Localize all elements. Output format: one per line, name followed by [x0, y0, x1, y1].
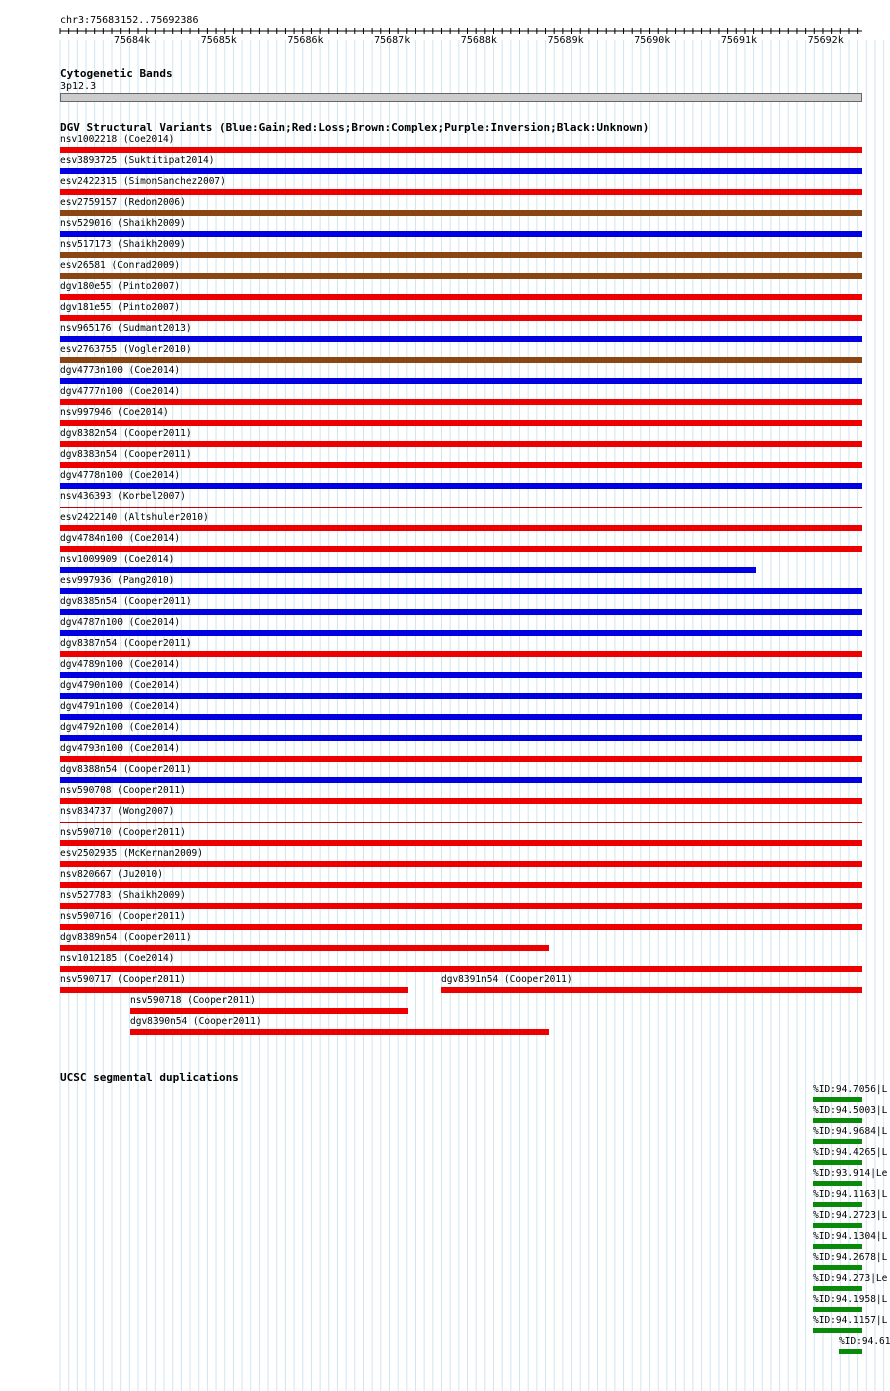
dgv-feature-bar[interactable] — [60, 210, 862, 216]
segdup-label[interactable]: %ID:94.2678|L — [813, 1252, 888, 1263]
dgv-feature-bar[interactable] — [60, 252, 862, 258]
dgv-feature-label[interactable]: dgv4792n100 (Coe2014) — [60, 722, 181, 733]
dgv-feature-label[interactable]: dgv180e55 (Pinto2007) — [60, 281, 181, 292]
coordinate-ruler — [0, 0, 890, 60]
dgv-feature-label[interactable]: esv2759157 (Redon2006) — [60, 197, 186, 208]
dgv-feature-bar[interactable] — [130, 1008, 408, 1014]
dgv-feature-label[interactable]: dgv181e55 (Pinto2007) — [60, 302, 181, 313]
dgv-feature-label[interactable]: dgv8385n54 (Cooper2011) — [60, 596, 192, 607]
dgv-feature-bar[interactable] — [60, 609, 862, 615]
dgv-feature-label[interactable]: nsv529016 (Shaikh2009) — [60, 218, 186, 229]
dgv-feature-bar[interactable] — [60, 714, 862, 720]
dgv-feature-bar[interactable] — [60, 462, 862, 468]
segdup-bar[interactable] — [813, 1307, 862, 1312]
dgv-feature-label[interactable]: esv3893725 (Suktitipat2014) — [60, 155, 215, 166]
segdup-label[interactable]: %ID:94.1958|L — [813, 1294, 888, 1305]
cytoband-track-title: Cytogenetic Bands — [60, 67, 173, 80]
dgv-feature-label[interactable]: dgv4778n100 (Coe2014) — [60, 470, 181, 481]
dgv-feature-bar[interactable] — [60, 651, 862, 657]
segdup-label[interactable]: %ID:94.1304|L — [813, 1231, 888, 1242]
dgv-feature-bar[interactable] — [60, 294, 862, 300]
dgv-feature-label[interactable]: nsv590717 (Cooper2011) — [60, 974, 186, 985]
segdup-bar[interactable] — [813, 1265, 862, 1270]
dgv-feature-bar[interactable] — [60, 798, 862, 804]
dgv-feature-label[interactable]: dgv8383n54 (Cooper2011) — [60, 449, 192, 460]
dgv-feature-label[interactable]: dgv4791n100 (Coe2014) — [60, 701, 181, 712]
dgv-feature-label[interactable]: esv26581 (Conrad2009) — [60, 260, 181, 271]
segdup-bar[interactable] — [813, 1202, 862, 1207]
segdup-label[interactable]: %ID:93.914|Le — [813, 1168, 888, 1179]
segdup-label[interactable]: %ID:94.9684|L — [813, 1126, 888, 1137]
dgv-feature-bar[interactable] — [60, 756, 862, 762]
dgv-feature-bar[interactable] — [60, 336, 862, 342]
dgv-feature-label[interactable]: dgv4784n100 (Coe2014) — [60, 533, 181, 544]
segdup-label[interactable]: %ID:94.273|Le — [813, 1273, 888, 1284]
dgv-feature-bar[interactable] — [60, 861, 862, 867]
dgv-feature-bar[interactable] — [60, 588, 862, 594]
segdup-label[interactable]: %ID:94.2723|L — [813, 1210, 888, 1221]
dgv-feature-label[interactable]: dgv8387n54 (Cooper2011) — [60, 638, 192, 649]
dgv-feature-label[interactable]: dgv4787n100 (Coe2014) — [60, 617, 181, 628]
cytoband-bar[interactable] — [60, 93, 862, 102]
segdup-track-title: UCSC segmental duplications — [60, 1071, 239, 1084]
dgv-feature-label[interactable]: dgv8389n54 (Cooper2011) — [60, 932, 192, 943]
dgv-feature-bar[interactable] — [60, 168, 862, 174]
dgv-feature-label[interactable]: dgv8382n54 (Cooper2011) — [60, 428, 192, 439]
dgv-feature-label[interactable]: nsv997946 (Coe2014) — [60, 407, 169, 418]
dgv-feature-bar[interactable] — [60, 735, 862, 741]
dgv-feature-bar[interactable] — [60, 546, 862, 552]
dgv-feature-label[interactable]: nsv834737 (Wong2007) — [60, 806, 175, 817]
dgv-feature-bar[interactable] — [60, 567, 756, 573]
segdup-label[interactable]: %ID:94.61 — [839, 1336, 890, 1347]
dgv-feature-label[interactable]: nsv1009909 (Coe2014) — [60, 554, 175, 565]
dgv-feature-label[interactable]: nsv820667 (Ju2010) — [60, 869, 163, 880]
dgv-feature-label[interactable]: esv2763755 (Vogler2010) — [60, 344, 192, 355]
ruler-tick-label: 75691k — [720, 35, 758, 46]
segdup-label[interactable]: %ID:94.5003|L — [813, 1105, 888, 1116]
dgv-feature-bar[interactable] — [60, 672, 862, 678]
segdup-bar[interactable] — [813, 1097, 862, 1102]
dgv-feature-bar[interactable] — [60, 693, 862, 699]
ruler-tick-label: 75689k — [547, 35, 584, 46]
segdup-bar[interactable] — [813, 1328, 862, 1333]
dgv-feature-label[interactable]: dgv8388n54 (Cooper2011) — [60, 764, 192, 775]
dgv-feature-bar[interactable] — [60, 507, 862, 508]
dgv-feature-label[interactable]: nsv590708 (Cooper2011) — [60, 785, 186, 796]
dgv-feature-label[interactable]: nsv590710 (Cooper2011) — [60, 827, 186, 838]
dgv-feature-bar[interactable] — [60, 315, 862, 321]
dgv-feature-label[interactable]: dgv8390n54 (Cooper2011) — [130, 1016, 262, 1027]
dgv-feature-bar[interactable] — [60, 378, 862, 384]
dgv-feature-label[interactable]: nsv1002218 (Coe2014) — [60, 134, 175, 145]
dgv-feature-bar[interactable] — [60, 822, 862, 823]
segdup-bar[interactable] — [813, 1118, 862, 1123]
ruler-tick-label: 75690k — [634, 35, 671, 46]
dgv-feature-bar[interactable] — [60, 483, 862, 489]
dgv-feature-bar[interactable] — [60, 189, 862, 195]
ruler-tick-label: 75687k — [374, 35, 411, 46]
dgv-feature-label[interactable]: esv997936 (Pang2010) — [60, 575, 175, 586]
segdup-bar[interactable] — [839, 1349, 862, 1354]
dgv-feature-label[interactable]: esv2422315 (SimonSanchez2007) — [60, 176, 226, 187]
dgv-feature-label[interactable]: nsv590716 (Cooper2011) — [60, 911, 186, 922]
dgv-feature-bar[interactable] — [60, 147, 862, 153]
dgv-feature-label[interactable]: nsv590718 (Cooper2011) — [130, 995, 256, 1006]
dgv-feature-label[interactable]: dgv4793n100 (Coe2014) — [60, 743, 181, 754]
dgv-feature-bar[interactable] — [60, 987, 408, 993]
dgv-feature-label[interactable]: nsv527783 (Shaikh2009) — [60, 890, 186, 901]
segdup-bar[interactable] — [813, 1139, 862, 1144]
dgv-feature-label[interactable]: nsv517173 (Shaikh2009) — [60, 239, 186, 250]
dgv-feature-bar[interactable] — [60, 924, 862, 930]
dgv-feature-label[interactable]: dgv8391n54 (Cooper2011) — [441, 974, 573, 985]
dgv-feature-bar[interactable] — [60, 882, 862, 888]
ruler-tick-label: 75686k — [287, 35, 324, 46]
dgv-track-title: DGV Structural Variants (Blue:Gain;Red:Loss;Brown:Complex;Purple:Inversion;Black:Unknown) — [60, 121, 650, 134]
dgv-feature-label[interactable]: nsv1012185 (Coe2014) — [60, 953, 175, 964]
dgv-feature-bar[interactable] — [60, 357, 862, 363]
dgv-feature-bar[interactable] — [60, 945, 549, 951]
dgv-feature-bar[interactable] — [60, 966, 862, 972]
segdup-bar[interactable] — [813, 1223, 862, 1228]
dgv-feature-label[interactable]: esv2422140 (Altshuler2010) — [60, 512, 209, 523]
dgv-feature-label[interactable]: dgv4790n100 (Coe2014) — [60, 680, 181, 691]
dgv-feature-bar[interactable] — [60, 273, 862, 279]
dgv-feature-bar[interactable] — [60, 777, 862, 783]
segdup-label[interactable]: %ID:94.7056|L — [813, 1084, 888, 1095]
dgv-feature-bar[interactable] — [130, 1029, 549, 1035]
ruler-tick-label: 75684k — [114, 35, 151, 46]
dgv-feature-label[interactable]: esv2502935 (McKernan2009) — [60, 848, 203, 859]
dgv-feature-bar[interactable] — [60, 525, 862, 531]
segdup-label[interactable]: %ID:94.1157|L — [813, 1315, 888, 1326]
dgv-feature-bar[interactable] — [60, 231, 862, 237]
segdup-bar[interactable] — [813, 1286, 862, 1291]
dgv-feature-bar[interactable] — [60, 441, 862, 447]
dgv-feature-bar[interactable] — [60, 840, 862, 846]
segdup-bar[interactable] — [813, 1181, 862, 1186]
dgv-feature-bar[interactable] — [60, 903, 862, 909]
dgv-feature-bar[interactable] — [441, 987, 862, 993]
location-label: chr3:75683152..75692386 — [60, 15, 199, 26]
dgv-feature-label[interactable]: nsv436393 (Korbel2007) — [60, 491, 186, 502]
dgv-feature-bar[interactable] — [60, 399, 862, 405]
segdup-label[interactable]: %ID:94.4265|L — [813, 1147, 888, 1158]
dgv-feature-label[interactable]: dgv4773n100 (Coe2014) — [60, 365, 181, 376]
ruler-tick-label: 75692k — [807, 35, 844, 46]
dgv-feature-label[interactable]: dgv4777n100 (Coe2014) — [60, 386, 181, 397]
dgv-feature-label[interactable]: dgv4789n100 (Coe2014) — [60, 659, 181, 670]
dgv-feature-bar[interactable] — [60, 630, 862, 636]
dgv-feature-label[interactable]: nsv965176 (Sudmant2013) — [60, 323, 192, 334]
dgv-feature-bar[interactable] — [60, 420, 862, 426]
segdup-label[interactable]: %ID:94.1163|L — [813, 1189, 888, 1200]
cytoband-label[interactable]: 3p12.3 — [60, 81, 97, 92]
ruler-tick-label: 75688k — [460, 35, 497, 46]
segdup-bar[interactable] — [813, 1244, 862, 1249]
segdup-bar[interactable] — [813, 1160, 862, 1165]
ruler-tick-label: 75685k — [200, 35, 237, 46]
